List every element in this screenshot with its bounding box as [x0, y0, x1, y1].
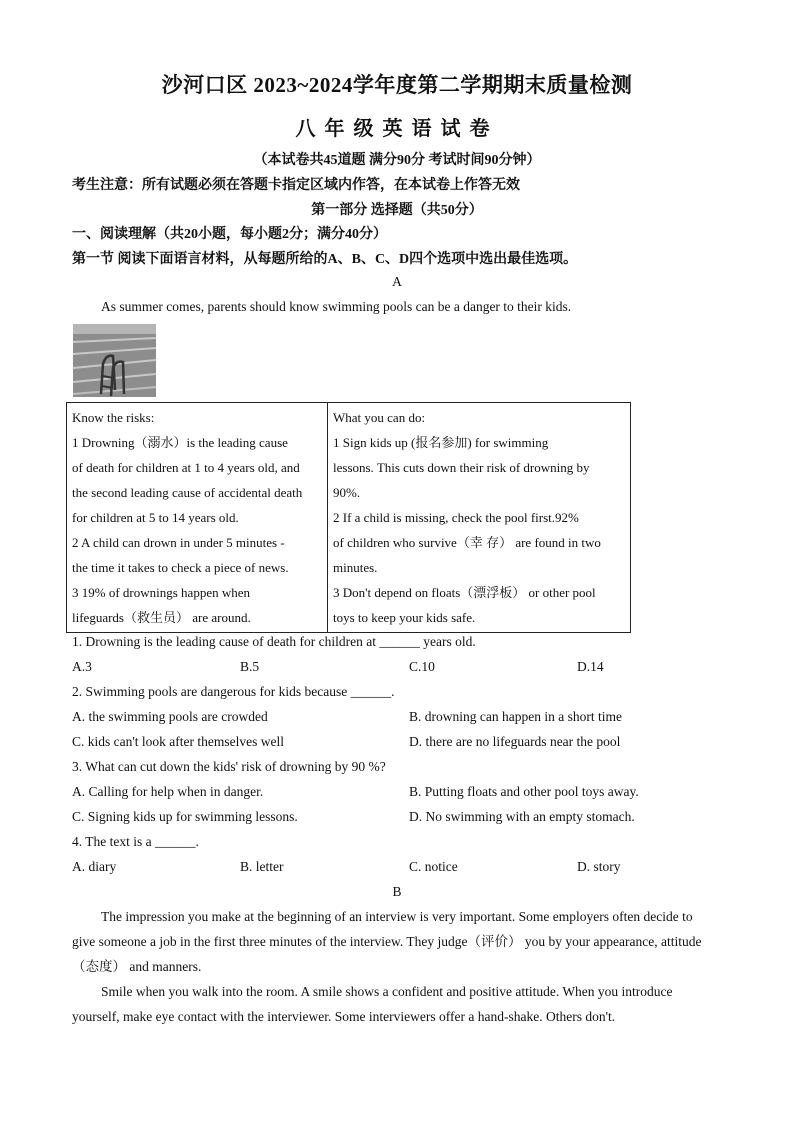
question-4-stem: 4. The text is a ______. — [72, 834, 199, 849]
risk-line: lifeguards（救生员） are around. — [72, 610, 251, 625]
action-line: 1 Sign kids up (报名参加) for swimming — [333, 435, 549, 450]
question-2-stem: 2. Swimming pools are dangerous for kids because ______. — [72, 684, 395, 699]
part-heading: 第一部分 选择题（共50分） — [311, 203, 483, 218]
question-2-option-a: A. the swimming pools are crowded — [72, 709, 268, 724]
exam-title: 沙河口区 2023~2024学年度第二学期期末质量检测 — [161, 73, 633, 97]
action-line: minutes. — [333, 560, 378, 575]
exam-notice: 考生注意：所有试题必须在答题卡指定区域内作答，在本试卷上作答无效 — [72, 178, 520, 193]
action-line: lessons. This cuts down their risk of drowning by — [333, 460, 590, 475]
risk-line: Know the risks: — [72, 410, 155, 425]
question-2-option-d: D. there are no lifeguards near the pool — [409, 734, 621, 749]
passage-b-line: give someone a job in the first three minutes of the interview. They judge（评价） you by your appearance, attitude — [72, 934, 702, 949]
risk-line: the time it takes to check a piece of news. — [72, 560, 289, 575]
actions-column — [328, 403, 631, 633]
question-1-option-c: C.10 — [409, 659, 435, 674]
question-3-option-c: C. Signing kids up for swimming lessons. — [72, 809, 298, 824]
exam-subtitle: 八年级英语试卷 — [295, 118, 499, 140]
question-1-option-d: D.14 — [577, 659, 604, 674]
action-line: of children who survive（幸 存） are found in two — [333, 535, 601, 550]
risk-line: the second leading cause of accidental death — [72, 485, 303, 500]
passage-b-line: yourself, make eye contact with the interviewer. Some interviewers offer a hand-shake. Others don't. — [72, 1009, 616, 1024]
section-instruction: 第一节 阅读下面语言材料，从每题所给的A、B、C、D四个选项中选出最佳选项。 — [72, 252, 578, 267]
risk-line: 3 19% of drownings happen when — [72, 585, 250, 600]
action-line: 3 Don't depend on floats（漂浮板） or other pool — [333, 585, 596, 600]
question-4-option-b: B. letter — [240, 859, 284, 874]
question-1-option-b: B.5 — [240, 659, 260, 674]
question-1-option-a: A.3 — [72, 659, 92, 674]
passage-b-line: （态度） and manners. — [72, 959, 202, 974]
question-1-stem: 1. Drowning is the leading cause of death for children at ______ years old. — [72, 634, 476, 649]
action-line: 2 If a child is missing, check the pool first.92% — [333, 510, 579, 525]
passage-b-line: Smile when you walk into the room. A smile shows a confident and positive attitude. When you introduce — [101, 984, 673, 999]
question-3-option-b: B. Putting floats and other pool toys away. — [409, 784, 639, 799]
risks-column — [67, 403, 328, 633]
risk-line: of death for children at 1 to 4 years old, and — [72, 460, 300, 475]
passage-a-label: A — [392, 274, 402, 289]
passage-b-label: B — [392, 884, 402, 899]
passage-a-intro: As summer comes, parents should know swimming pools can be a danger to their kids. — [101, 299, 572, 314]
question-2-option-b: B. drowning can happen in a short time — [409, 709, 622, 724]
question-4-option-a: A. diary — [72, 859, 117, 874]
risk-line: for children at 5 to 14 years old. — [72, 510, 239, 525]
section-heading: 一、阅读理解（共20小题，每小题2分；满分40分） — [72, 227, 387, 242]
risk-table — [66, 402, 631, 633]
exam-info: （本试卷共45道题 满分90分 考试时间90分钟） — [253, 153, 541, 168]
swimming-pool-photo — [73, 324, 156, 397]
passage-b-line: The impression you make at the beginning of an interview is very important. Some employers often decide to — [101, 909, 693, 924]
question-3-option-a: A. Calling for help when in danger. — [72, 784, 264, 799]
risk-line: 1 Drowning（溺水）is the leading cause — [72, 435, 288, 450]
action-line: What you can do: — [333, 410, 426, 425]
risk-line: 2 A child can drown in under 5 minutes - — [72, 535, 285, 550]
question-2-option-c: C. kids can't look after themselves well — [72, 734, 285, 749]
question-3-stem: 3. What can cut down the kids' risk of drowning by 90 %? — [72, 759, 386, 774]
action-line: 90%. — [333, 485, 361, 500]
question-4-option-d: D. story — [577, 859, 621, 874]
action-line: toys to keep your kids safe. — [333, 610, 476, 625]
question-3-option-d: D. No swimming with an empty stomach. — [409, 809, 635, 824]
question-4-option-c: C. notice — [409, 859, 458, 874]
